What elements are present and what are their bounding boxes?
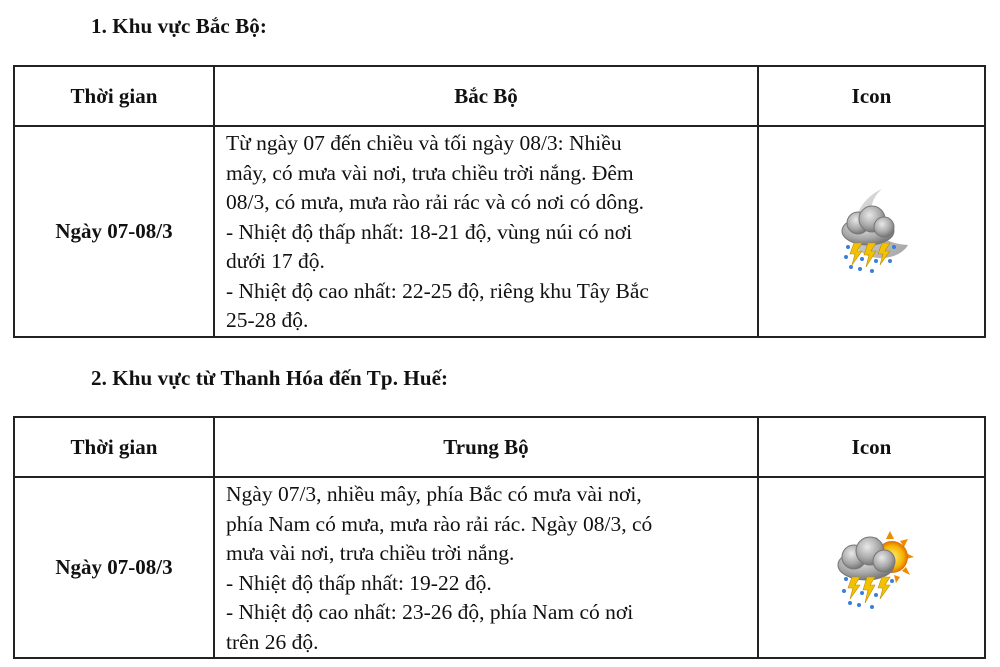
header-region: Bắc Bộ [214,66,758,126]
description-line: trên 26 độ. [226,629,319,654]
sun-thunderstorm-rain-icon [824,517,920,613]
header-icon: Icon [758,66,985,126]
description-line: mưa vài nơi, trưa chiều trời nắng. [226,541,515,565]
table-header-row [14,66,985,126]
description-line: Ngày 07/3, nhiều mây, phía Bắc có mưa vài nơi, [226,482,642,506]
description-line: 25-28 độ. [226,308,309,332]
description-line: 08/3, có mưa, mưa rào rải rác và có nơi có dông. [226,190,644,214]
description-line: - Nhiệt độ cao nhất: 23-26 độ, phía Nam có nơi [226,600,634,624]
description-cell [214,477,758,658]
forecast-table-bac-bo [13,65,986,338]
description-line: dưới 17 độ. [226,249,325,273]
header-time: Thời gian [14,417,214,477]
night-thunderstorm-rain-icon [824,181,920,277]
section-heading-bac-bo: 1. Khu vực Bắc Bộ: [91,14,267,38]
description-line: - Nhiệt độ thấp nhất: 18-21 độ, vùng núi có nơi [226,219,633,244]
description-line: Từ ngày 07 đến chiều và tối ngày 08/3: Nhiều [226,131,622,155]
table-row [14,477,985,658]
icon-cell [758,477,985,658]
description-line: - Nhiệt độ cao nhất: 22-25 độ, riêng khu Tây Bắc [226,278,649,303]
section-heading-trung-bo: 2. Khu vực từ Thanh Hóa đến Tp. Huế: [91,366,449,390]
table-header-row [14,417,985,477]
time-cell: Ngày 07-08/3 [14,126,214,337]
description-line: mây, có mưa vài nơi, trưa chiều trời nắng. Đêm [226,160,634,185]
header-region: Trung Bộ [214,417,758,477]
description-line: phía Nam có mưa, mưa rào rải rác. Ngày 08/3, có [226,511,653,536]
header-icon: Icon [758,417,985,477]
description-cell [214,126,758,337]
forecast-table-trung-bo [13,416,986,659]
description-line: - Nhiệt độ thấp nhất: 19-22 độ. [226,570,492,595]
icon-cell [758,126,985,337]
table-row [14,126,985,337]
header-time: Thời gian [14,66,214,126]
time-cell: Ngày 07-08/3 [14,477,214,658]
